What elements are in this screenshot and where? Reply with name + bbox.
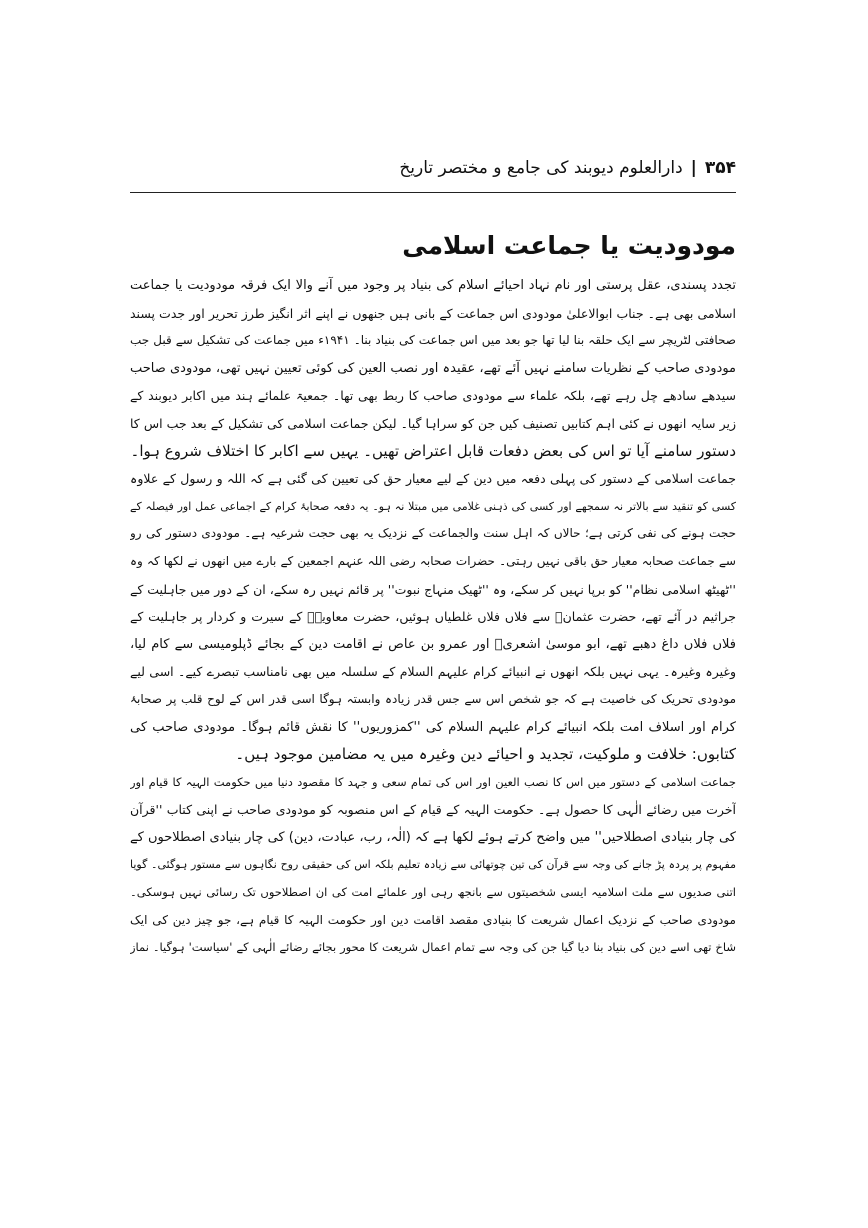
text-line: جراثیم در آئے تھے، حضرت عثمانؓ سے فلاں فلاں غلطیاں ہوئیں، حضرت معاویہؓ کے سیرت و کردار پر جاہلیت کے	[130, 609, 736, 625]
text-line: زیر سایہ انھوں نے کئی اہم کتابیں تصنیف کیں جن کو سراہا گیا۔ لیکن جماعت اسلامی کی تشکیل کے بعد جب اس کا	[130, 415, 736, 431]
running-header	[130, 148, 736, 188]
text-line: مودودی صاحب کے نظریات سامنے نہیں آئے تھے، عقیدہ اور نصب العین کی کوئی تعیین نہیں تھی، مودودی صاحب	[130, 360, 736, 376]
text-line: حجت ہونے کی نفی کرتی ہے؛ حالاں کہ اہل سنت والجماعت کے نزدیک یہ بھی حجت شرعیہ ہے۔ مودودی دستور کی رو	[130, 526, 736, 541]
text-line: آخرت میں رضائے الٰہی کا حصول ہے۔ حکومت الہیہ کے قیام کے اس منصوبہ کو مودودی صاحب نے اپنی کتاب ''قرآن	[130, 802, 736, 818]
paragraph-2	[130, 465, 736, 769]
text-line: مفہوم پر پردہ پڑ جانے کی وجہ سے قرآن کی تین چوتھائی سے زیادہ تعلیم بلکہ اس کی حقیقی روح نگاہوں سے مستور ہوگئی۔ گویا	[130, 858, 736, 872]
text-line: شاخ تھی اسے دین کی بنیاد بنا دیا گیا جن کی وجہ سے تمام اعمال شریعت کا محور بجائے رضائے الٰہی کے 'سیاست' ہوگیا۔ نماز	[130, 940, 736, 955]
paragraph-1	[130, 272, 736, 465]
text-line: کسی کو تنقید سے بالاتر نہ سمجھے اور کسی کی ذہنی غلامی میں مبتلا نہ ہو۔ یہ دفعہ صحابۂ کرام کے اجماعی عمل اور فیصلہ کے	[130, 499, 736, 513]
text-line: جماعت اسلامی کے دستور میں اس کا نصب العین اور اس کی تمام سعی و جہد کا مقصود دنیا میں حکومت الہیہ کا قیام اور	[130, 774, 736, 789]
text-line: اسلامی بھی ہے۔ جناب ابوالاعلیٰ مودودی اس جماعت کے بانی ہیں جنھوں نے اپنے اثر انگیز طرز تحریر اور جدت پسند	[130, 305, 736, 321]
text-line: ''ٹھیٹھ اسلامی نظام'' کو برپا نہیں کر سکے، وہ ''ٹھیک منہاج نبوت'' پر قائم نہیں رہ سکے، ان کے دور میں جاہلیت کے	[130, 581, 736, 597]
text-line: جماعت اسلامی کے دستور کی پہلی دفعہ میں دین کے لیے معیار حق کی تعیین کی گئی ہے کہ اللہ و رسول کے علاوہ	[130, 471, 736, 487]
text-line: سے جماعت صحابہ معیار حق باقی نہیں رہتی۔ حضرات صحابہ رضی اللہ عنہم اجمعین کے بارے میں انھوں نے لکھا کہ وہ	[130, 553, 736, 568]
text-line: کی چار بنیادی اصطلاحیں'' میں واضح کرتے ہوئے لکھا ہے کہ (الٰہ، رب، عبادت، دین) کی چار بنیادی اصطلاحوں کے	[130, 829, 736, 845]
header-rule	[130, 192, 736, 193]
body-text	[130, 272, 736, 962]
paragraph-3	[130, 769, 736, 962]
text-line: وغیرہ وغیرہ۔ یہی نہیں بلکہ انھوں نے انبیائے کرام علیہم السلام کے سلسلہ میں بھی نامناسب تبصرے کیے۔ اسی لیے	[130, 664, 736, 680]
text-line: دستور سامنے آیا تو اس کی بعض دفعات قابل اعتراض تھیں۔ یہیں سے اکابر کا اختلاف شروع ہوا۔	[130, 441, 736, 460]
text-line: کرام اور اسلاف امت بلکہ انبیائے کرام علیہم السلام کی ''کمزوریوں'' کا نقش قائم ہوگا۔ مودودی صاحب کی	[130, 719, 736, 735]
text-line: تجدد پسندی، عقل پرستی اور نام نہاد احیائے اسلام کی بنیاد پر وجود میں آنے والا ایک فرقہ مودودیت یا جماعت	[130, 278, 736, 293]
page-number: ۳۵۴	[704, 158, 736, 178]
text-line: اتنی صدیوں سے ملت اسلامیہ ایسی شخصیتوں سے بانجھ رہی اور علمائے امت کی ان اصطلاحوں تک رسائی نہیں ہوسکی۔	[130, 885, 736, 900]
section-heading: مودودیت یا جماعت اسلامی	[402, 231, 736, 260]
text-line: صحافتی لٹریچر سے ایک حلقہ بنا لیا تھا جو بعد میں اس جماعت کی بنیاد بنا۔ ۱۹۴۱ء میں جماعت کی تشکیل سے قبل جب	[130, 333, 736, 348]
header-separator: |	[690, 158, 697, 178]
text-line: کتابوں: خلافت و ملوکیت، تجدید و احیائے دین وغیرہ میں یہ مضامین موجود ہیں۔	[235, 745, 736, 764]
book-title: دارالعلوم دیوبند کی جامع و مختصر تاریخ	[399, 158, 683, 178]
text-line: مودودی تحریک کی خاصیت ہے کہ جو شخص اس سے جس قدر زیادہ وابستہ ہوگا اسی قدر اس کے لوح قلب پر صحابۂ	[130, 691, 736, 706]
text-line: مودودی صاحب کے نزدیک اعمال شریعت کا بنیادی مقصد اقامت دین اور حکومت الہیہ کا قیام ہے، جو چیز دین کی ایک	[130, 912, 736, 927]
text-line: سیدھے سادھے چل رہے تھے، بلکہ علماء سے مودودی صاحب کا ربط بھی تھا۔ جمعیۃ علمائے ہند میں اکابر دیوبند کے	[130, 388, 736, 404]
text-line: فلاں فلاں داغ دھبے تھے، ابو موسیٰ اشعریؓ اور عمرو بن عاص نے اقامت دین کے بجائے ڈپلومیسی سے کام لیا،	[130, 636, 736, 652]
